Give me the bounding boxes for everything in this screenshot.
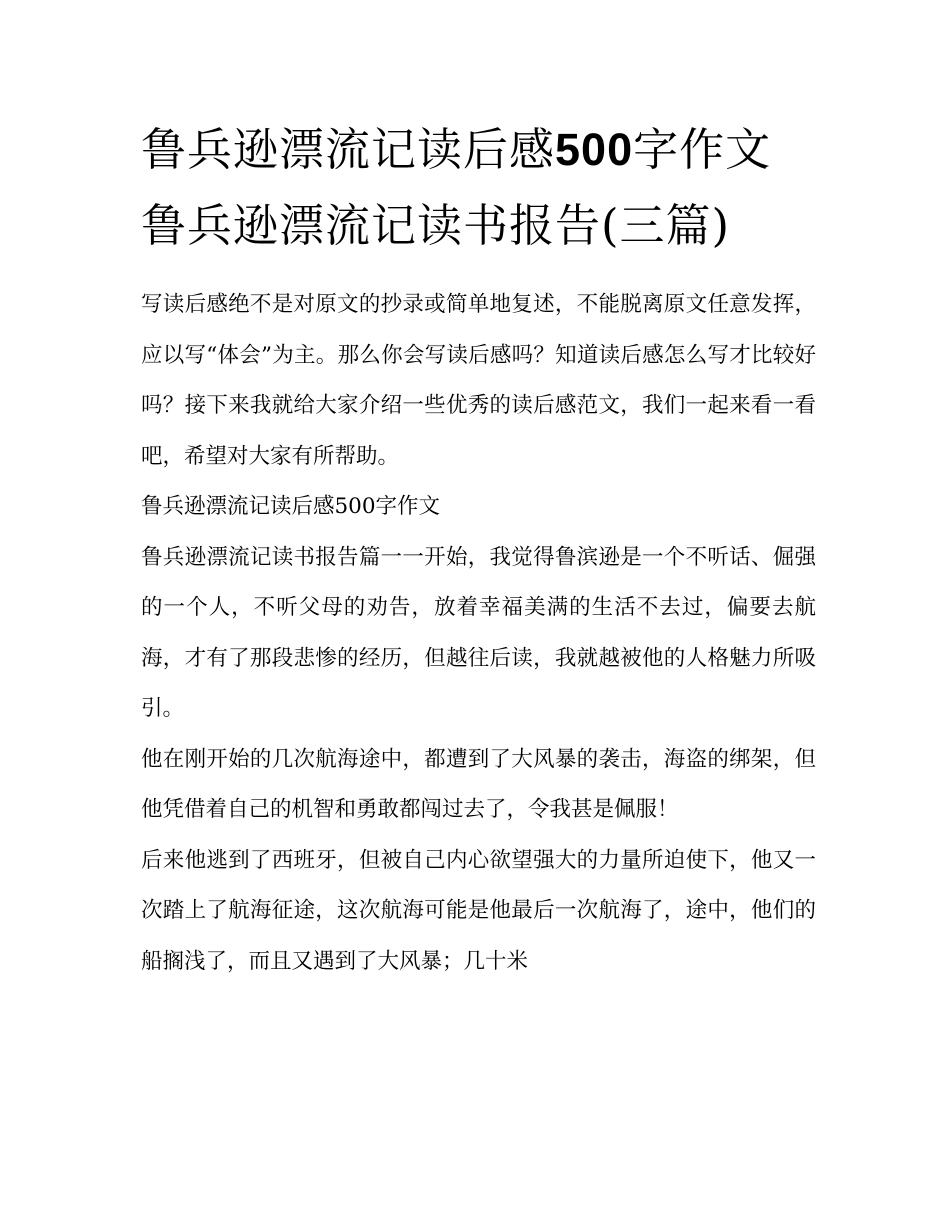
- title-number: 500: [555, 124, 634, 175]
- body-paragraph-1: 鲁兵逊漂流记读书报告篇一一开始，我觉得鲁滨逊是一个不听话、倔强的一个人，不听父母的劝告，放着幸福美满的生活不去过，偏要去航海，才有了那段悲惨的经历，但越往后读，我就越被他的人格魅力所吸引。: [141, 544, 816, 721]
- body-paragraph-3: 后来他逃到了西班牙，但被自己内心欲望强大的力量所迫使下，他又一次踏上了航海征途，这次航海可能是他最后一次航海了，途中，他们的船搁浅了，而且又遇到了大风暴；几十米: [141, 847, 816, 974]
- body-paragraph-2: 他在刚开始的几次航海途中，都遭到了大风暴的袭击，海盗的绑架，但他凭借着自己的机智和勇敢都闯过去了，令我甚是佩服！: [141, 746, 816, 822]
- document-content: [141, 112, 816, 987]
- document-body: [141, 280, 816, 987]
- title-part-1: 鲁兵逊漂流记读后感: [141, 123, 556, 176]
- document-title: [141, 112, 816, 264]
- intro-paragraph: 写读后感绝不是对原文的抄录或简单地复述，不能脱离原文任意发挥，应以写“体会”为主。那么你会写读后感吗？知道读后感怎么写才比较好吗？接下来我就给大家介绍一些优秀的读后感范文，我们一起来看一看吧，希望对大家有所帮助。: [141, 292, 816, 469]
- section-heading: 鲁兵逊漂流记读后感500字作文: [141, 494, 441, 519]
- title-part-2: 字作文 鲁兵逊漂流记读书报告(三篇): [141, 123, 772, 252]
